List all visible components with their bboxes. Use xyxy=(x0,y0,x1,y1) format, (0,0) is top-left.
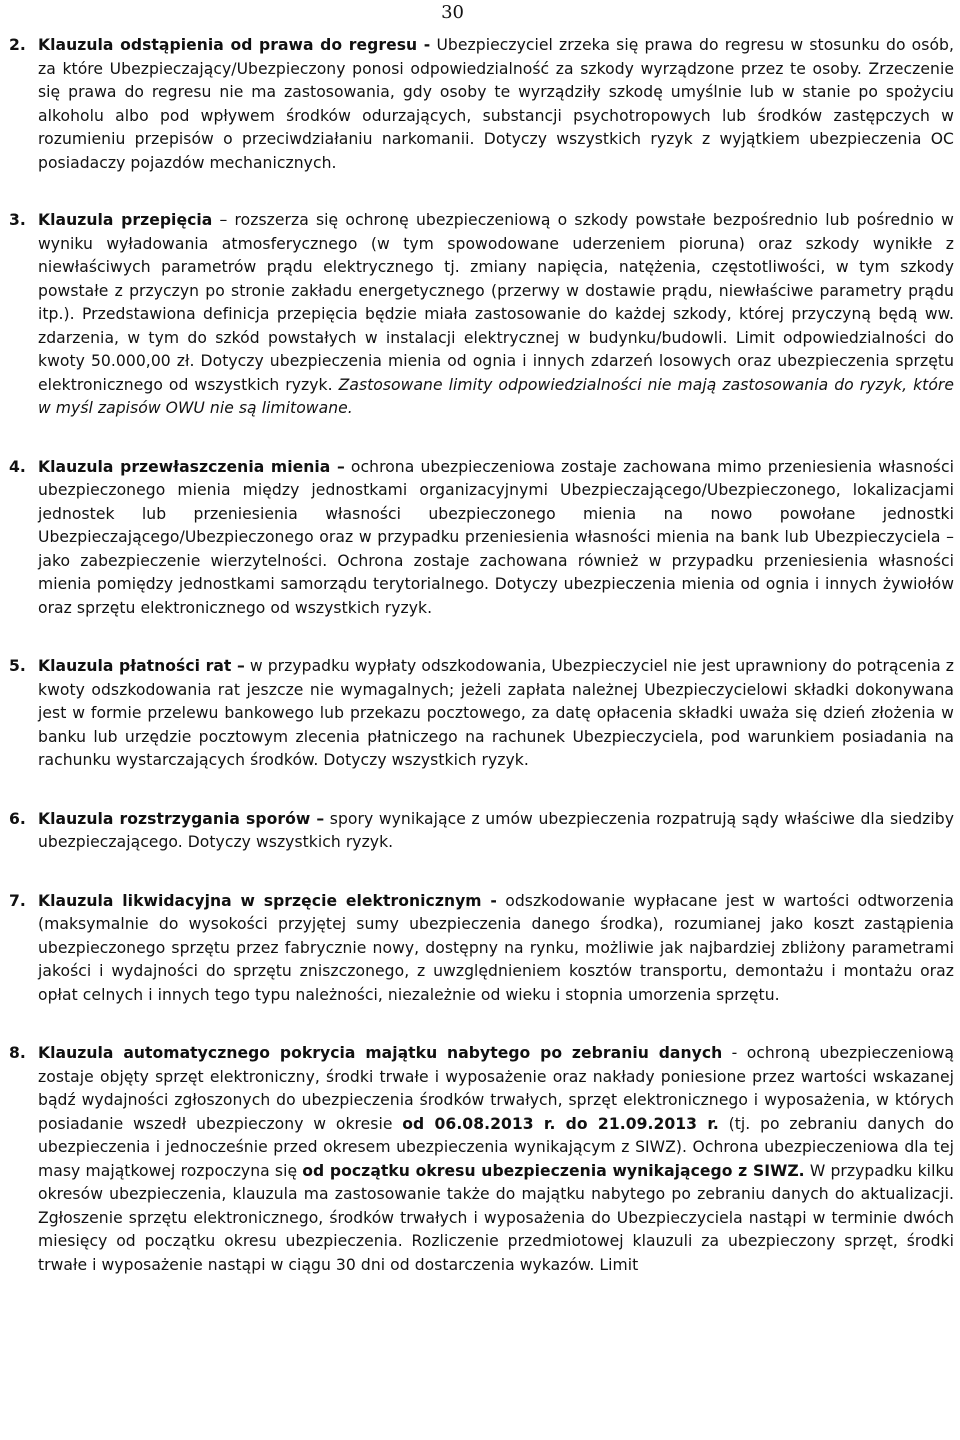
clause-text: – rozszerza się ochronę ubezpieczeniową o szkody powstałe bezpośrednio lub pośrednio w wyniku wyładowania atmosferycznego (w tym spowodowane uderzeniem pioruna) oraz szkody wynikłe z niewłaściwych parametrów prądu elektrycznego tj. zmiany napięcia, natężenia, częstotliwości, w tym szkody powstałe z przyczyn po stronie zakładu energetycznego (przerwy w dostawie prądu, niewłaściwe parametry prądu itp.). Przedstawiona definicja przepięcia będzie miała zastosowanie do każdej szkody, której przyczyną będą ww. zdarzenia, w tym do szkód powstałych w instalacji elektrycznej w budynku/budowli. Limit odpowiedzialności do kwoty 50.000,00 zł. Dotyczy ubezpieczenia mienia od ognia i innych zdarzeń losowych oraz ubezpieczenia sprzętu elektronicznego od wszystkich ryzyk. xyxy=(38,211,954,394)
clause-text: spory wynikające z umów ubezpieczenia rozpatrują sądy właściwe dla siedziby ubezpieczającego. Dotyczy wszystkich ryzyk. xyxy=(38,809,954,851)
clause-date-range: od 06.08.2013 r. do 21.09.2013 r. xyxy=(402,1114,719,1133)
clause-number: 8. xyxy=(9,1044,26,1062)
clause-text: - ochroną ubezpieczeniową zostaje objęty sprzęt elektroniczny, środki trwałe i wyposażenie oraz nakłady poniesione przez wartości wskazanej bądź wydajności zgłoszonych do ubezpieczenia środków trwałych, sprzęt elektronicznego i wyposażenia, w których posiadanie wszedł ubezpieczony w okresie xyxy=(38,1044,954,1133)
clause-4 xyxy=(9,456,954,621)
clause-number: 5. xyxy=(9,657,26,675)
clause-number: 4. xyxy=(9,457,26,476)
clause-text: odszkodowanie wypłacane jest w wartości odtworzenia (maksymalnie do wysokości przyjętej sumy ubezpieczenia danego środka), rozumianej jako koszt zastąpienia ubezpieczonego sprzętu przez fabrycznie nowy, dostępny na rynku, możliwie jak najbardziej zbliżony parametrami jakości i wydajności do sprzętu zniszczonego, z uwzględnieniem kosztów transportu, demontażu i montażu oraz opłat celnych i innych tego typu należności, niezależnie od wieku i stopnia umorzenia sprzętu. xyxy=(38,891,954,1004)
clause-title: Klauzula płatności rat – xyxy=(38,657,245,675)
document-body xyxy=(9,34,954,1277)
clause-7 xyxy=(9,890,954,1008)
clause-italic-note: Zastosowane limity odpowiedzialności nie mają zastosowania do ryzyk, które w myśl zapisów OWU nie są limitowane. xyxy=(38,375,955,417)
clause-title: Klauzula przewłaszczenia mienia – xyxy=(38,457,345,476)
clause-title: Klauzula przepięcia xyxy=(38,211,213,229)
clause-number: 6. xyxy=(9,809,26,828)
clause-body xyxy=(38,34,954,175)
clause-body xyxy=(38,808,954,855)
clause-text: ochrona ubezpieczeniowa zostaje zachowana mimo przeniesienia własności ubezpieczonego mienia między jednostkami organizacyjnymi Ubezpieczającego/Ubezpieczonego, lokalizacjami jednostek lub przeniesienia własności ubezpieczonego mienia na nowo powołane jednostki Ubezpieczającego/Ubezpieczonego oraz w przypadku przeniesienia własności mienia na bank lub Ubezpieczyciela – jako zabezpieczenie wierzytelności. Ochrona zostaje zachowana również w przypadku przeniesienia własności mienia pomiędzy jednostkami samorządu terytorialnego. Dotyczy ubezpieczenia mienia od ognia i innych żywiołów oraz sprzętu elektronicznego od wszystkich ryzyk. xyxy=(38,457,954,617)
clause-3 xyxy=(9,209,954,421)
page-number: 30 xyxy=(441,2,464,23)
clause-text: (tj. po zebraniu danych do ubezpieczenia i jednocześnie przed okresem ubezpieczenia wynikającym z SIWZ). Ochrona ubezpieczeniowa dla tej masy majątkowej rozpoczyna się xyxy=(38,1114,955,1180)
clause-number: 2. xyxy=(9,36,26,54)
clause-title: Klauzula odstąpienia od prawa do regresu - xyxy=(38,36,431,54)
clause-title: Klauzula rozstrzygania sporów – xyxy=(38,809,325,828)
clause-body xyxy=(38,456,954,621)
clause-title: Klauzula likwidacyjna w sprzęcie elektronicznym - xyxy=(38,891,497,910)
clause-number: 7. xyxy=(9,891,26,910)
clause-title: Klauzula automatycznego pokrycia majątku nabytego po zebraniu danych xyxy=(38,1044,723,1062)
clause-8 xyxy=(9,1042,954,1277)
clause-6 xyxy=(9,808,954,855)
clause-text: w przypadku wypłaty odszkodowania, Ubezpieczyciel nie jest uprawniony do potrącenia z kwoty odszkodowania rat jeszcze nie wymagalnych; jeżeli zapłata należnej Ubezpieczycielowi składki dokonywana jest w formie przelewu bankowego lub przekazu pocztowego, za datę opłacenia składki uważa się dzień złożenia w banku lub urzędzie pocztowym zlecenia płatniczego na rachunek Ubezpieczyciela, pod warunkiem posiadania na rachunku wystarczających środków. Dotyczy wszystkich ryzyk. xyxy=(38,657,954,769)
clause-coverage-start: od początku okresu ubezpieczenia wynikającego z SIWZ. xyxy=(302,1161,805,1180)
clause-text: Ubezpieczyciel zrzeka się prawa do regresu w stosunku do osób, za które Ubezpieczający/Ubezpieczony ponosi odpowiedzialność za szkody wyrządzone przez te osoby. Zrzeczenie się prawa do regresu nie ma zastosowania, gdy osoby te wyrządziły szkodę umyślnie lub w stanie po spożyciu alkoholu albo pod wpływem środków odurzających, substancji psychotropowych lub środków zastępczych w rozumieniu przepisów o przeciwdziałaniu narkomanii. Dotyczy wszystkich ryzyk z wyjątkiem ubezpieczenia OC posiadaczy pojazdów mechanicznych. xyxy=(38,36,954,172)
clause-text: W przypadku kilku okresów ubezpieczenia, klauzula ma zastosowanie także do majątku nabytego po zebraniu danych do aktualizacji. Zgłoszenie sprzętu elektronicznego, środków trwałych i wyposażenia do Ubezpieczyciela nastąpi w terminie dwóch miesięcy od początku okresu ubezpieczenia. Rozliczenie przedmiotowej klauzuli za ubezpieczony sprzęt, środki trwałe i wyposażenie nastąpi w ciągu 30 dni od dostarczenia wykazów. Limit xyxy=(38,1161,954,1274)
clause-body xyxy=(38,209,954,421)
clause-body xyxy=(38,890,954,1008)
clause-5 xyxy=(9,655,954,773)
clause-number: 3. xyxy=(9,211,26,229)
clause-2 xyxy=(9,34,954,175)
clause-body xyxy=(38,655,954,773)
clause-body xyxy=(38,1042,954,1277)
